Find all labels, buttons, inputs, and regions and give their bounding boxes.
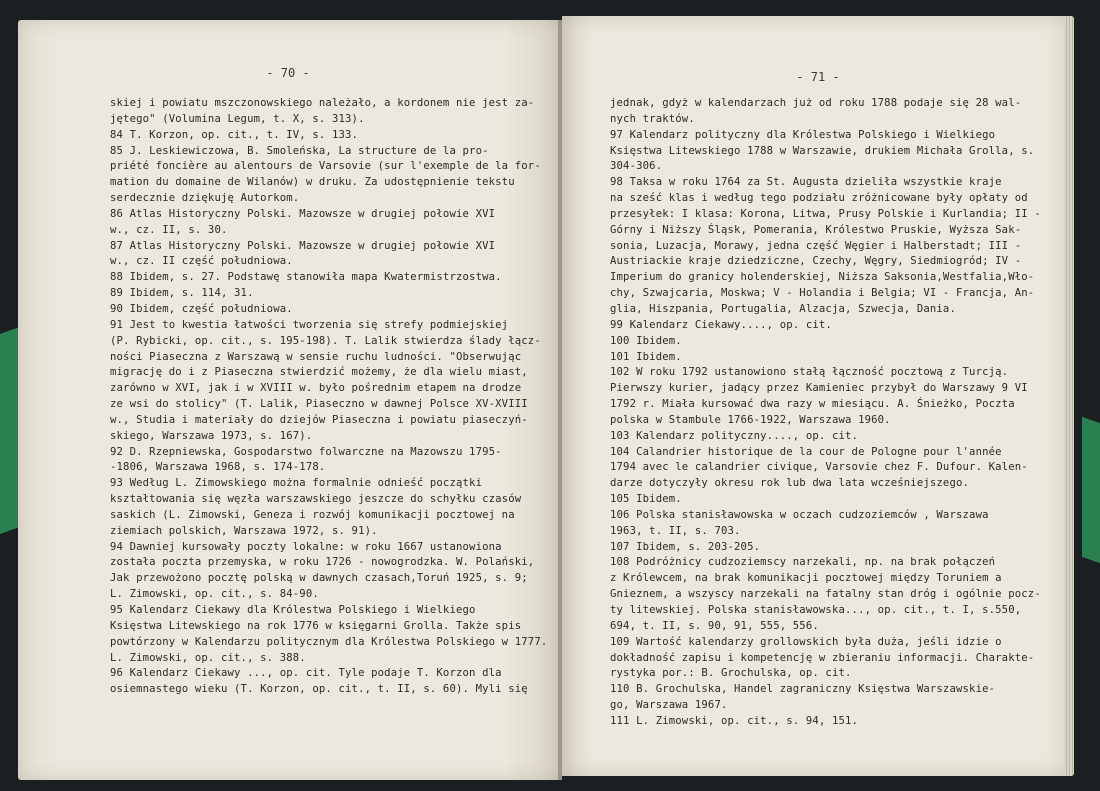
text-line: 92 D. Rzepniewska, Gospodarstwo folwarczne na Mazowszu 1795- (110, 445, 502, 458)
page-number-left: - 70 - (266, 66, 310, 80)
text-line: nych traktów. (610, 112, 695, 125)
text-line: w., cz. II część południowa. (110, 255, 293, 268)
text-line: 90 Ibidem, część południowa. (110, 302, 293, 315)
text-line: 104 Calandrier historique de la cour de Pologne pour l'année (610, 445, 1002, 458)
text-line: jętego" (Volumina Legum, t. X, s. 313). (110, 112, 365, 125)
text-line: ze wsi do stolicy" (T. Lalik, Piaseczno w dawnej Polsce XV-XVIII (110, 398, 528, 411)
text-line: dokładność zapisu i kompetencję w zbieraniu informacji. Charakte- (610, 651, 1035, 664)
text-line: priété foncière au alentours de Varsovie (sur l'exemple de la for- (110, 160, 541, 173)
text-line: Pierwszy kurier, jadący przez Kamieniec przybył do Warszawy 9 VI (610, 382, 1028, 395)
text-line: skiej i powiatu mszczonowskiego należało, a kordonem nie jest za- (110, 97, 535, 109)
text-line: 103 Kalendarz polityczny...., op. cit. (610, 429, 859, 442)
text-line: 89 Ibidem, s. 114, 31. (110, 287, 254, 300)
text-line: 102 W roku 1792 ustanowiono stałą łączność pocztową z Turcją. (610, 366, 1009, 379)
green-table-edge-right (1082, 417, 1100, 564)
text-line: 1792 r. Miała kursować dwa razy w miesiącu. A. Śnieżko, Poczta (610, 398, 1015, 411)
text-line: 105 Ibidem. (610, 493, 682, 506)
right-page (562, 16, 1074, 776)
text-line: glia, Hiszpania, Portugalia, Alzacja, Szwecja, Dania. (610, 302, 956, 315)
text-line: chy, Szwajcaria, Moskwa; V - Holandia i Belgia; VI - Francja, An- (610, 287, 1035, 300)
text-line: go, Warszawa 1967. (610, 699, 728, 712)
text-line: w., Studia i materiały do dziejów Piaseczna i powiatu piaseczyń- (110, 413, 528, 426)
text-line: 94 Dawniej kursowały poczty lokalne: w roku 1667 ustanowiona (110, 540, 502, 553)
text-line: darze dotyczyły okresu rok lub dwa lata wcześniejszego. (610, 477, 970, 490)
text-line: 99 Kalendarz Ciekawy...., op. cit. (610, 318, 832, 331)
text-line: osiemnastego wieku (T. Korzon, op. cit., t. II, s. 60). Myli się (110, 683, 528, 696)
text-line: 93 Według L. Zimowskiego można formalnie odnieść początki (110, 477, 483, 490)
text-line: przesyłek: I klasa: Korona, Litwa, Prusy Polskie i Kurlandia; II - (610, 207, 1041, 220)
text-line: Austriackie kraje dziedziczne, Czechy, Węgry, Siedmiogród; IV - (610, 255, 1022, 268)
right-page-text (610, 96, 1056, 730)
text-line: kształtowania się węzła warszawskiego jeszcze do schyłku czasów (110, 493, 522, 506)
page-number-right: - 71 - (796, 70, 840, 84)
left-page-text (110, 96, 548, 698)
text-line: Górny i Niższy Śląsk, Pomerania, Królestwo Pruskie, Wyższa Sak- (610, 223, 1022, 236)
text-line: 1794 avec le calandrier civique, Varsovie chez F. Dufour. Kalen- (610, 461, 1028, 474)
text-line: z Królewcem, na brak komunikacji pocztowej między Toruniem a (610, 572, 1002, 585)
left-page (18, 20, 558, 780)
text-line: sonia, Luzacja, Morawy, jedna część Węgier i Halberstadt; III - (610, 239, 1022, 252)
text-line: 84 T. Korzon, op. cit., t. IV, s. 133. (110, 128, 359, 141)
text-line: 87 Atlas Historyczny Polski. Mazowsze w drugiej połowie XVI (110, 239, 496, 252)
page-edges (1064, 16, 1074, 776)
text-line: mation du domaine de Wilanów) w druku. Za udostępnienie tekstu (110, 176, 515, 189)
text-line: (P. Rybicki, op. cit., s. 195-198). T. Lalik stwierdza ślady łącz- (110, 334, 541, 347)
text-line: 109 Wartość kalendarzy grollowskich była duża, jeśli idzie o (610, 635, 1002, 648)
text-line: 95 Kalendarz Ciekawy dla Królestwa Polskiego i Wielkiego (110, 604, 476, 616)
text-line: zarówno w XVI, jak i w XVIII w. było pośrednim etapem na drodze (110, 382, 522, 395)
text-line: Jak przewożono pocztę polską w dawnych czasach,Toruń 1925, s. 9; (110, 572, 528, 585)
text-line: 694, t. II, s. 90, 91, 555, 556. (610, 619, 819, 632)
text-line: saskich (L. Zimowski, Geneza i rozwój komunikacji pocztowej na (110, 508, 515, 521)
text-line: ności Piaseczna z Warszawą w sensie ruchu ludności. "Obserwując (110, 350, 522, 363)
text-line: jednak, gdyż w kalendarzach już od roku 1788 podaje się 28 wal- (610, 97, 1022, 109)
text-line: -1806, Warszawa 1968, s. 174-178. (110, 461, 326, 474)
text-line: powtórzony w Kalendarzu politycznym dla Królestwa Polskiego w 1777. (110, 635, 548, 648)
open-book (18, 20, 1084, 780)
text-line: 304-306. (610, 160, 663, 173)
text-line: 98 Taksa w roku 1764 za St. Augusta dzieliła wszystkie kraje (610, 176, 1002, 189)
text-line: 97 Kalendarz polityczny dla Królestwa Polskiego i Wielkiego (610, 128, 996, 141)
text-line: 85 J. Leskiewiczowa, B. Smoleńska, La structure de la pro- (110, 144, 489, 157)
text-line: 96 Kalendarz Ciekawy ..., op. cit. Tyle podaje T. Korzon dla (110, 667, 502, 680)
text-line: Gnieznem, a wszyscy narzekali na fatalny stan dróg i ogólnie pocz- (610, 588, 1041, 601)
text-line: 100 Ibidem. (610, 334, 682, 347)
text-line: 110 B. Grochulska, Handel zagraniczny Księstwa Warszawskie- (610, 683, 996, 696)
text-line: 106 Polska stanisławowska w oczach cudzoziemców , Warszawa (610, 508, 989, 521)
text-line: na sześć klas i według tego podziału zróżnicowane były opłaty od (610, 192, 1028, 205)
text-line: L. Zimowski, op. cit., s. 388. (110, 651, 306, 664)
text-line: ty litewskiej. Polska stanisławowska..., op. cit., t. I, s.550, (610, 604, 1022, 616)
text-line: 88 Ibidem, s. 27. Podstawę stanowiła mapa Kwatermistrzostwa. (110, 271, 502, 284)
text-line: 111 L. Zimowski, op. cit., s. 94, 151. (610, 714, 859, 727)
text-line: L. Zimowski, op. cit., s. 84-90. (110, 588, 319, 601)
text-line: Księstwa Litewskiego 1788 w Warszawie, drukiem Michała Grolla, s. (610, 144, 1035, 157)
text-line: rystyka por.: B. Grochulska, op. cit. (610, 667, 852, 680)
text-line: 108 Podróżnicy cudzoziemscy narzekali, np. na brak połączeń (610, 556, 996, 569)
text-line: 1963, t. II, s. 703. (610, 524, 741, 537)
text-line: została poczta przemyska, w roku 1726 - nowogrodzka. W. Polański, (110, 556, 535, 569)
text-line: w., cz. II, s. 30. (110, 223, 228, 236)
text-line: Imperium do granicy holenderskiej, Niższa Saksonia,Westfalia,Wło- (610, 271, 1035, 284)
text-line: polska w Stambule 1766-1922, Warszawa 1960. (610, 413, 891, 426)
text-line: 91 Jest to kwestia łatwości tworzenia się strefy podmiejskiej (110, 318, 509, 331)
text-line: skiego, Warszawa 1973, s. 167). (110, 429, 313, 442)
text-line: 101 Ibidem. (610, 350, 682, 363)
text-line: serdecznie dziękuję Autorkom. (110, 192, 300, 205)
text-line: 107 Ibidem, s. 203-205. (610, 540, 761, 553)
text-line: migrację do i z Piaseczna stwierdzić możemy, że dla wielu miast, (110, 366, 528, 379)
text-line: 86 Atlas Historyczny Polski. Mazowsze w drugiej połowie XVI (110, 207, 496, 220)
text-line: Księstwa Litewskiego na rok 1776 w księgarni Grolla. Także spis (110, 619, 522, 632)
text-line: ziemiach polskich, Warszawa 1972, s. 91). (110, 524, 378, 537)
